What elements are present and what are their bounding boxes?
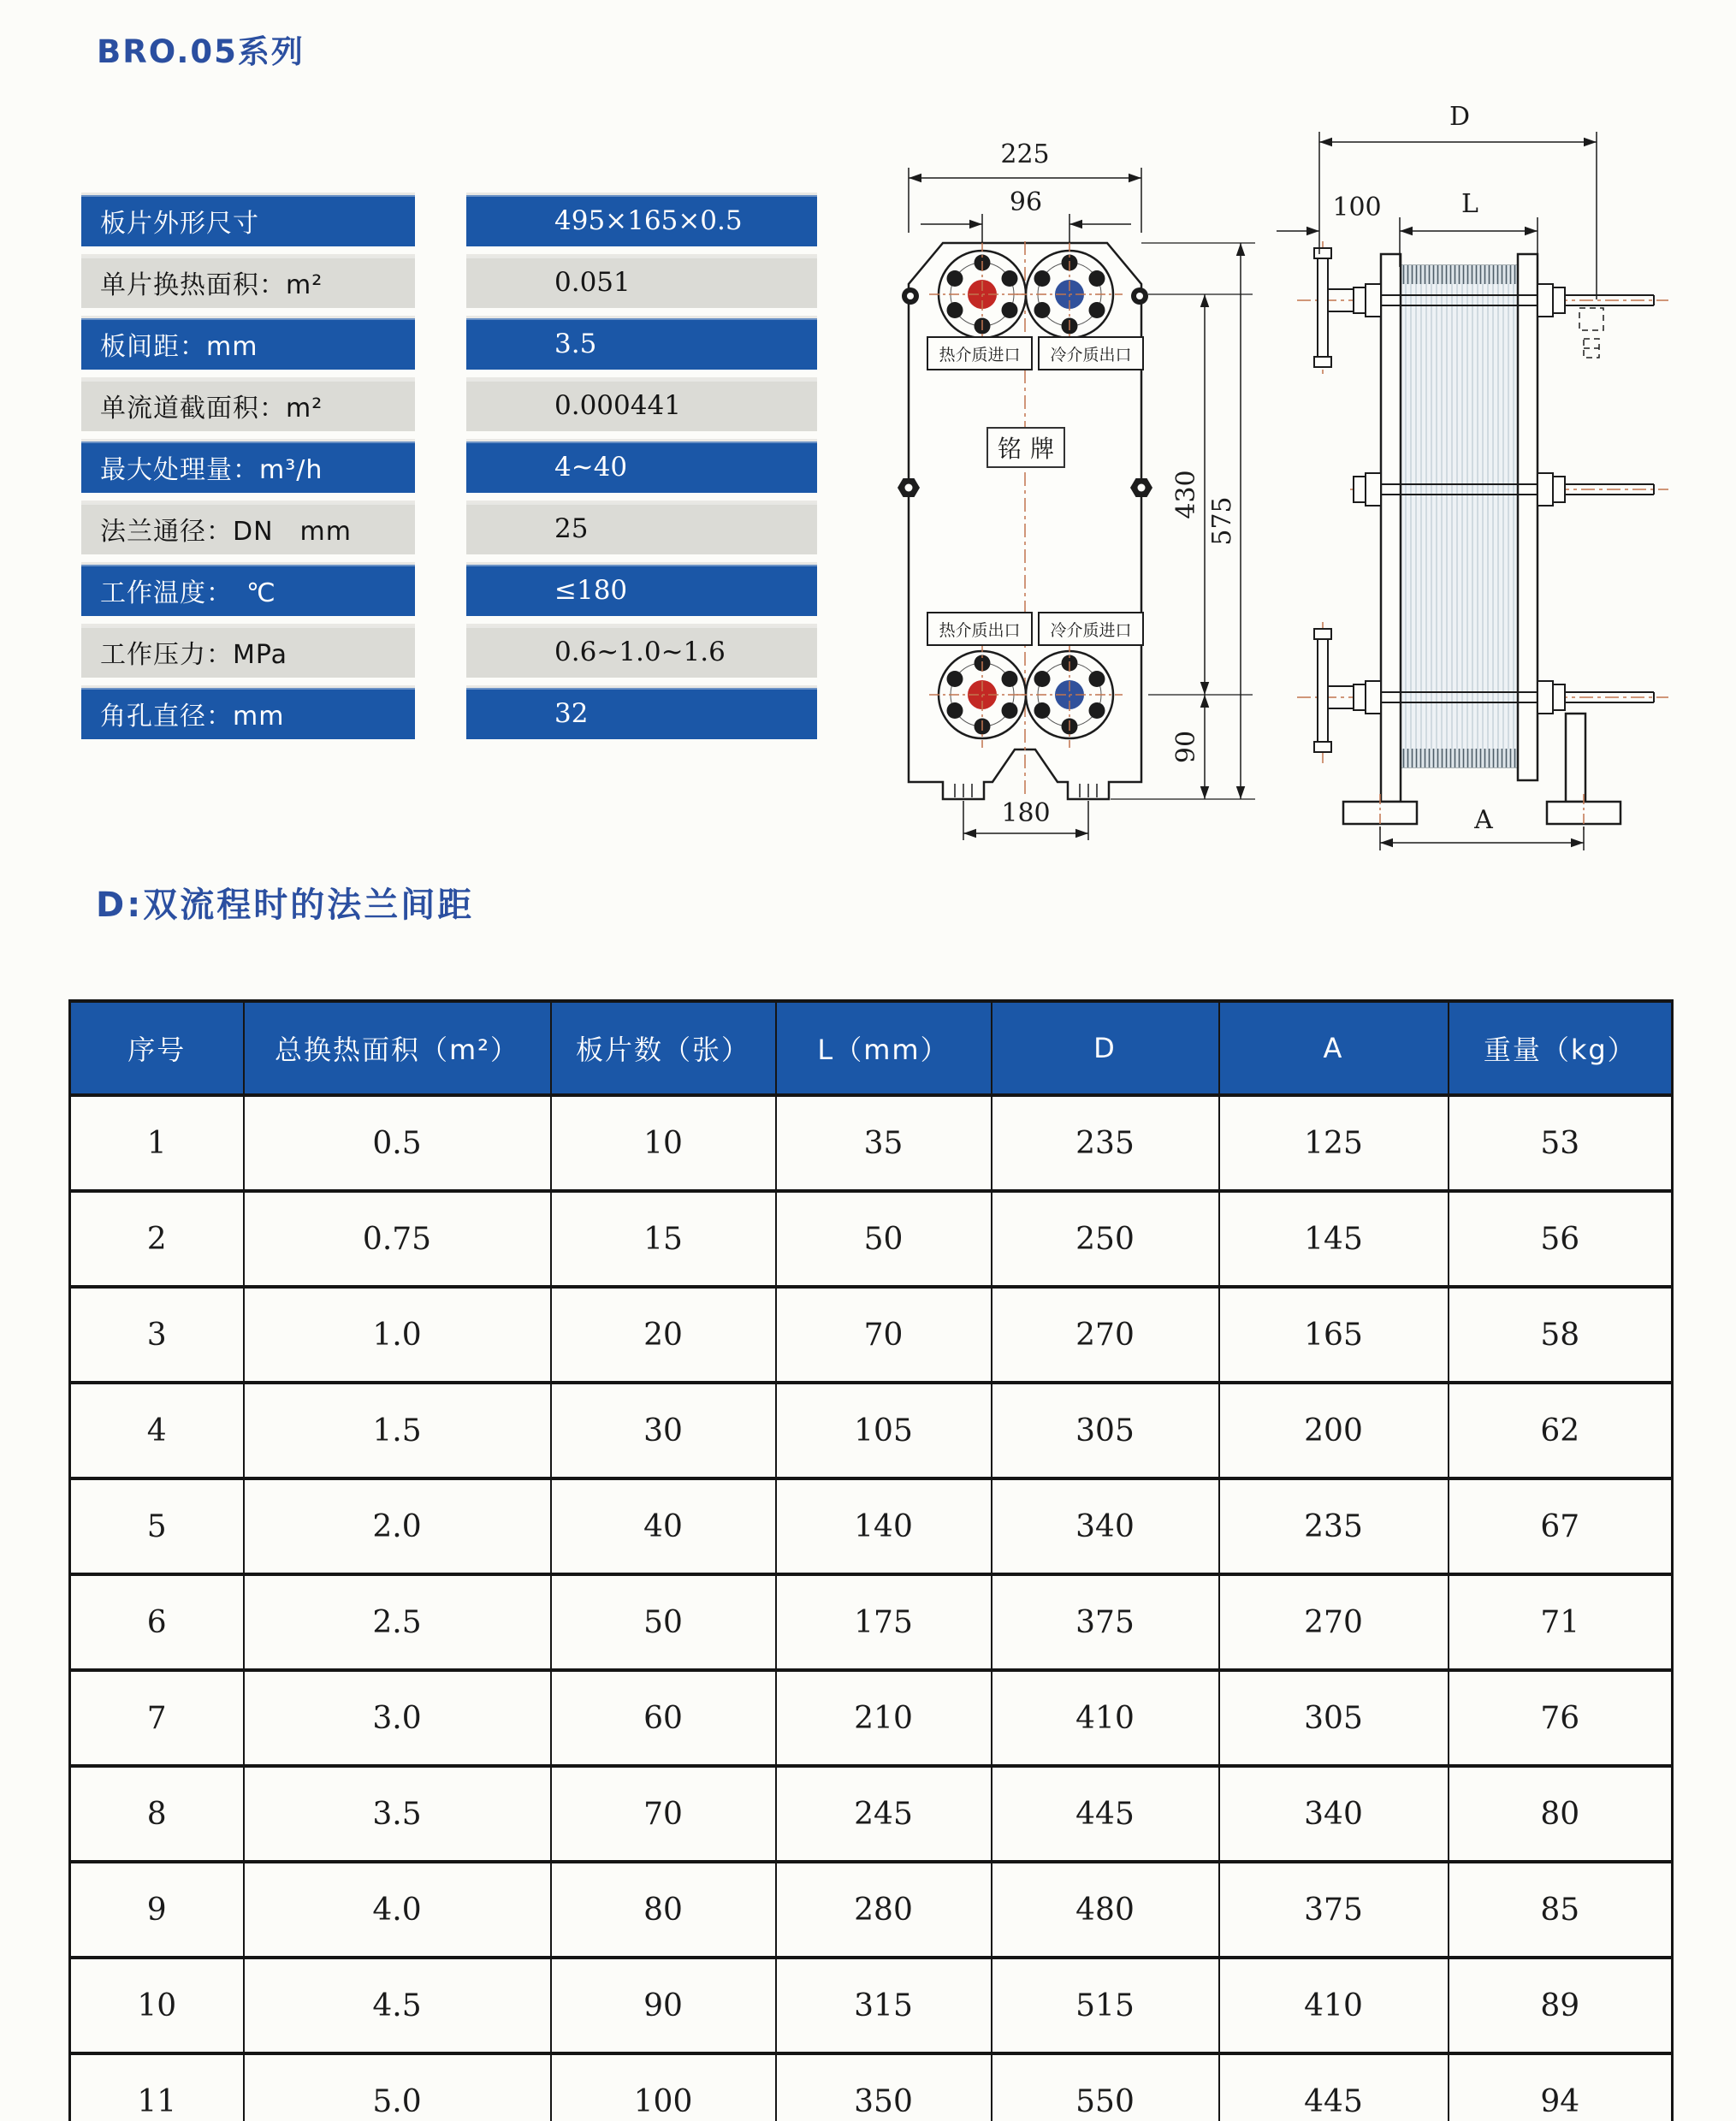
table-cell: 105: [776, 1383, 992, 1478]
table-cell: 67: [1449, 1478, 1673, 1574]
table-cell: 410: [992, 1670, 1219, 1766]
table-cell: 280: [776, 1862, 992, 1958]
cold-outlet-label: 冷介质出口: [1050, 346, 1132, 364]
table-cell: 515: [992, 1958, 1219, 2053]
table-cell: 80: [1449, 1766, 1673, 1862]
column-header: A: [1219, 1001, 1449, 1095]
column-header: 总换热面积（m²）: [244, 1001, 551, 1095]
table-cell: 3.5: [244, 1766, 551, 1862]
table-cell: 8: [70, 1766, 244, 1862]
svg-text:90: 90: [1171, 730, 1201, 764]
dim-180: [963, 798, 1088, 840]
table-row: [70, 2053, 1673, 2121]
spec-value: ≤180: [466, 565, 817, 616]
table-cell: 245: [776, 1766, 992, 1862]
table-cell: 1.5: [244, 1383, 551, 1478]
table-cell: 56: [1449, 1191, 1673, 1287]
table-row: [70, 1670, 1673, 1766]
spec-value: 25: [466, 503, 817, 554]
table-cell: 2: [70, 1191, 244, 1287]
table-cell: 30: [551, 1383, 776, 1478]
fixed-frame-plate: [1381, 254, 1401, 802]
spec-value: 0.000441: [466, 380, 817, 431]
table-cell: 175: [776, 1574, 992, 1670]
dimension-table: [68, 999, 1674, 2121]
dimension-table-header-row: [70, 1001, 1673, 1095]
table-row: [70, 1862, 1673, 1958]
table-cell: 94: [1449, 2053, 1673, 2121]
table-cell: 340: [992, 1478, 1219, 1574]
table-cell: 6: [70, 1574, 244, 1670]
spec-label: 法兰通径：DN mm: [81, 503, 415, 554]
table-cell: 20: [551, 1287, 776, 1383]
table-cell: 3: [70, 1287, 244, 1383]
column-header: 板片数（张）: [551, 1001, 776, 1095]
table-cell: 315: [776, 1958, 992, 2053]
cold-inlet-label: 冷介质进口: [1050, 621, 1132, 640]
table-cell: 9: [70, 1862, 244, 1958]
table-row: [70, 1191, 1673, 1287]
table-cell: 445: [992, 1766, 1219, 1862]
hot-inlet-label: 热介质进口: [939, 346, 1021, 364]
spec-row: [81, 688, 834, 739]
table-cell: 35: [776, 1095, 992, 1191]
table-cell: 145: [1219, 1191, 1449, 1287]
table-cell: 125: [1219, 1095, 1449, 1191]
table-cell: 165: [1219, 1287, 1449, 1383]
column-header: 序号: [70, 1001, 244, 1095]
column-header: D: [992, 1001, 1219, 1095]
table-cell: 50: [551, 1574, 776, 1670]
table-cell: 53: [1449, 1095, 1673, 1191]
spec-label: 板间距：mm: [81, 318, 415, 370]
table-cell: 76: [1449, 1670, 1673, 1766]
table-cell: 375: [1219, 1862, 1449, 1958]
dim-90: [1171, 695, 1205, 799]
table-row: [70, 1095, 1673, 1191]
table-cell: 0.75: [244, 1191, 551, 1287]
table-cell: 5.0: [244, 2053, 551, 2121]
table-cell: 4.5: [244, 1958, 551, 2053]
spec-value: 3.5: [466, 318, 817, 370]
table-cell: 10: [70, 1958, 244, 2053]
table-cell: 62: [1449, 1383, 1673, 1478]
table-row: [70, 1383, 1673, 1478]
nameplate: [987, 428, 1064, 467]
spec-table: [81, 195, 834, 749]
table-cell: 480: [992, 1862, 1219, 1958]
table-cell: 90: [551, 1958, 776, 2053]
table-row: [70, 1958, 1673, 2053]
table-cell: 270: [992, 1287, 1219, 1383]
table-cell: 100: [551, 2053, 776, 2121]
section-note: D:双流程时的法兰间距: [96, 886, 475, 925]
table-cell: 40: [551, 1478, 776, 1574]
table-cell: 50: [776, 1191, 992, 1287]
table-row: [70, 1574, 1673, 1670]
table-cell: 445: [1219, 2053, 1449, 2121]
dim-225: [909, 139, 1141, 233]
table-cell: 4.0: [244, 1862, 551, 1958]
svg-text:96: 96: [1009, 187, 1043, 217]
table-row: [70, 1478, 1673, 1574]
spec-row: [81, 565, 834, 616]
dimension-table-body: [70, 1095, 1673, 2121]
table-cell: 350: [776, 2053, 992, 2121]
spec-label: 角孔直径：mm: [81, 688, 415, 739]
table-cell: 250: [992, 1191, 1219, 1287]
hot-outlet-label: 热介质出口: [939, 621, 1021, 640]
table-cell: 340: [1219, 1766, 1449, 1862]
table-cell: 210: [776, 1670, 992, 1766]
spec-row: [81, 195, 834, 246]
table-cell: 15: [551, 1191, 776, 1287]
table-cell: 270: [1219, 1574, 1449, 1670]
table-cell: 10: [551, 1095, 776, 1191]
table-cell: 2.5: [244, 1574, 551, 1670]
dim-575: [1207, 243, 1241, 799]
spec-row: [81, 503, 834, 554]
spec-value: 0.6~1.0~1.6: [466, 626, 817, 678]
page-title: BRO.05系列: [97, 33, 305, 70]
svg-text:D: D: [1449, 102, 1471, 132]
svg-text:A: A: [1474, 805, 1493, 835]
spec-row: [81, 441, 834, 493]
spec-label: 板片外形尺寸: [81, 195, 415, 246]
table-cell: 80: [551, 1862, 776, 1958]
table-cell: 60: [551, 1670, 776, 1766]
table-cell: 4: [70, 1383, 244, 1478]
front-view-drawing: [866, 113, 1268, 859]
table-row: [70, 1287, 1673, 1383]
table-cell: 11: [70, 2053, 244, 2121]
dim-430: [1171, 294, 1205, 695]
svg-text:225: 225: [1000, 139, 1050, 169]
spec-label: 单流道截面积：m²: [81, 380, 415, 431]
table-cell: 58: [1449, 1287, 1673, 1383]
spec-label: 最大处理量：m³/h: [81, 441, 415, 493]
svg-text:430: 430: [1171, 470, 1201, 519]
spec-label: 工作压力：MPa: [81, 626, 415, 678]
spec-value: 495×165×0.5: [466, 195, 817, 246]
table-cell: 2.0: [244, 1478, 551, 1574]
plate-pack-top-gaskets: [1401, 265, 1518, 284]
spec-label: 工作温度： ℃: [81, 565, 415, 616]
movable-frame-plate: [1518, 254, 1538, 780]
column-header: L（mm）: [776, 1001, 992, 1095]
table-cell: 1: [70, 1095, 244, 1191]
table-cell: 0.5: [244, 1095, 551, 1191]
table-row: [70, 1766, 1673, 1862]
table-cell: 140: [776, 1478, 992, 1574]
table-cell: 235: [1219, 1478, 1449, 1574]
table-cell: 70: [551, 1766, 776, 1862]
spec-row: [81, 626, 834, 678]
table-cell: 410: [1219, 1958, 1449, 2053]
svg-text:100: 100: [1332, 193, 1382, 222]
table-cell: 375: [992, 1574, 1219, 1670]
svg-text:180: 180: [1001, 798, 1051, 828]
spec-label: 单片换热面积：m²: [81, 257, 415, 308]
table-cell: 305: [992, 1383, 1219, 1478]
spec-row: [81, 380, 834, 431]
column-header: 重量（kg）: [1449, 1001, 1673, 1095]
table-cell: 305: [1219, 1670, 1449, 1766]
table-cell: 200: [1219, 1383, 1449, 1478]
table-cell: 235: [992, 1095, 1219, 1191]
svg-text:575: 575: [1207, 496, 1237, 546]
table-cell: 85: [1449, 1862, 1673, 1958]
plate-pack-bottom-gaskets: [1401, 749, 1518, 767]
spec-row: [81, 318, 834, 370]
spec-value: 32: [466, 688, 817, 739]
spec-value: 4~40: [466, 441, 817, 493]
table-cell: 3.0: [244, 1670, 551, 1766]
svg-text:L: L: [1461, 189, 1478, 219]
spec-row: [81, 257, 834, 308]
table-cell: 70: [776, 1287, 992, 1383]
table-cell: 71: [1449, 1574, 1673, 1670]
nameplate-text: 铭牌: [997, 435, 1064, 463]
carrying-bar-hidden-detail: [1579, 308, 1603, 358]
dim-96: [921, 187, 1131, 243]
table-cell: 1.0: [244, 1287, 551, 1383]
spec-value: 0.051: [466, 257, 817, 308]
table-cell: 5: [70, 1478, 244, 1574]
side-view-drawing: [1265, 79, 1733, 857]
table-cell: 550: [992, 2053, 1219, 2121]
table-cell: 89: [1449, 1958, 1673, 2053]
table-cell: 7: [70, 1670, 244, 1766]
